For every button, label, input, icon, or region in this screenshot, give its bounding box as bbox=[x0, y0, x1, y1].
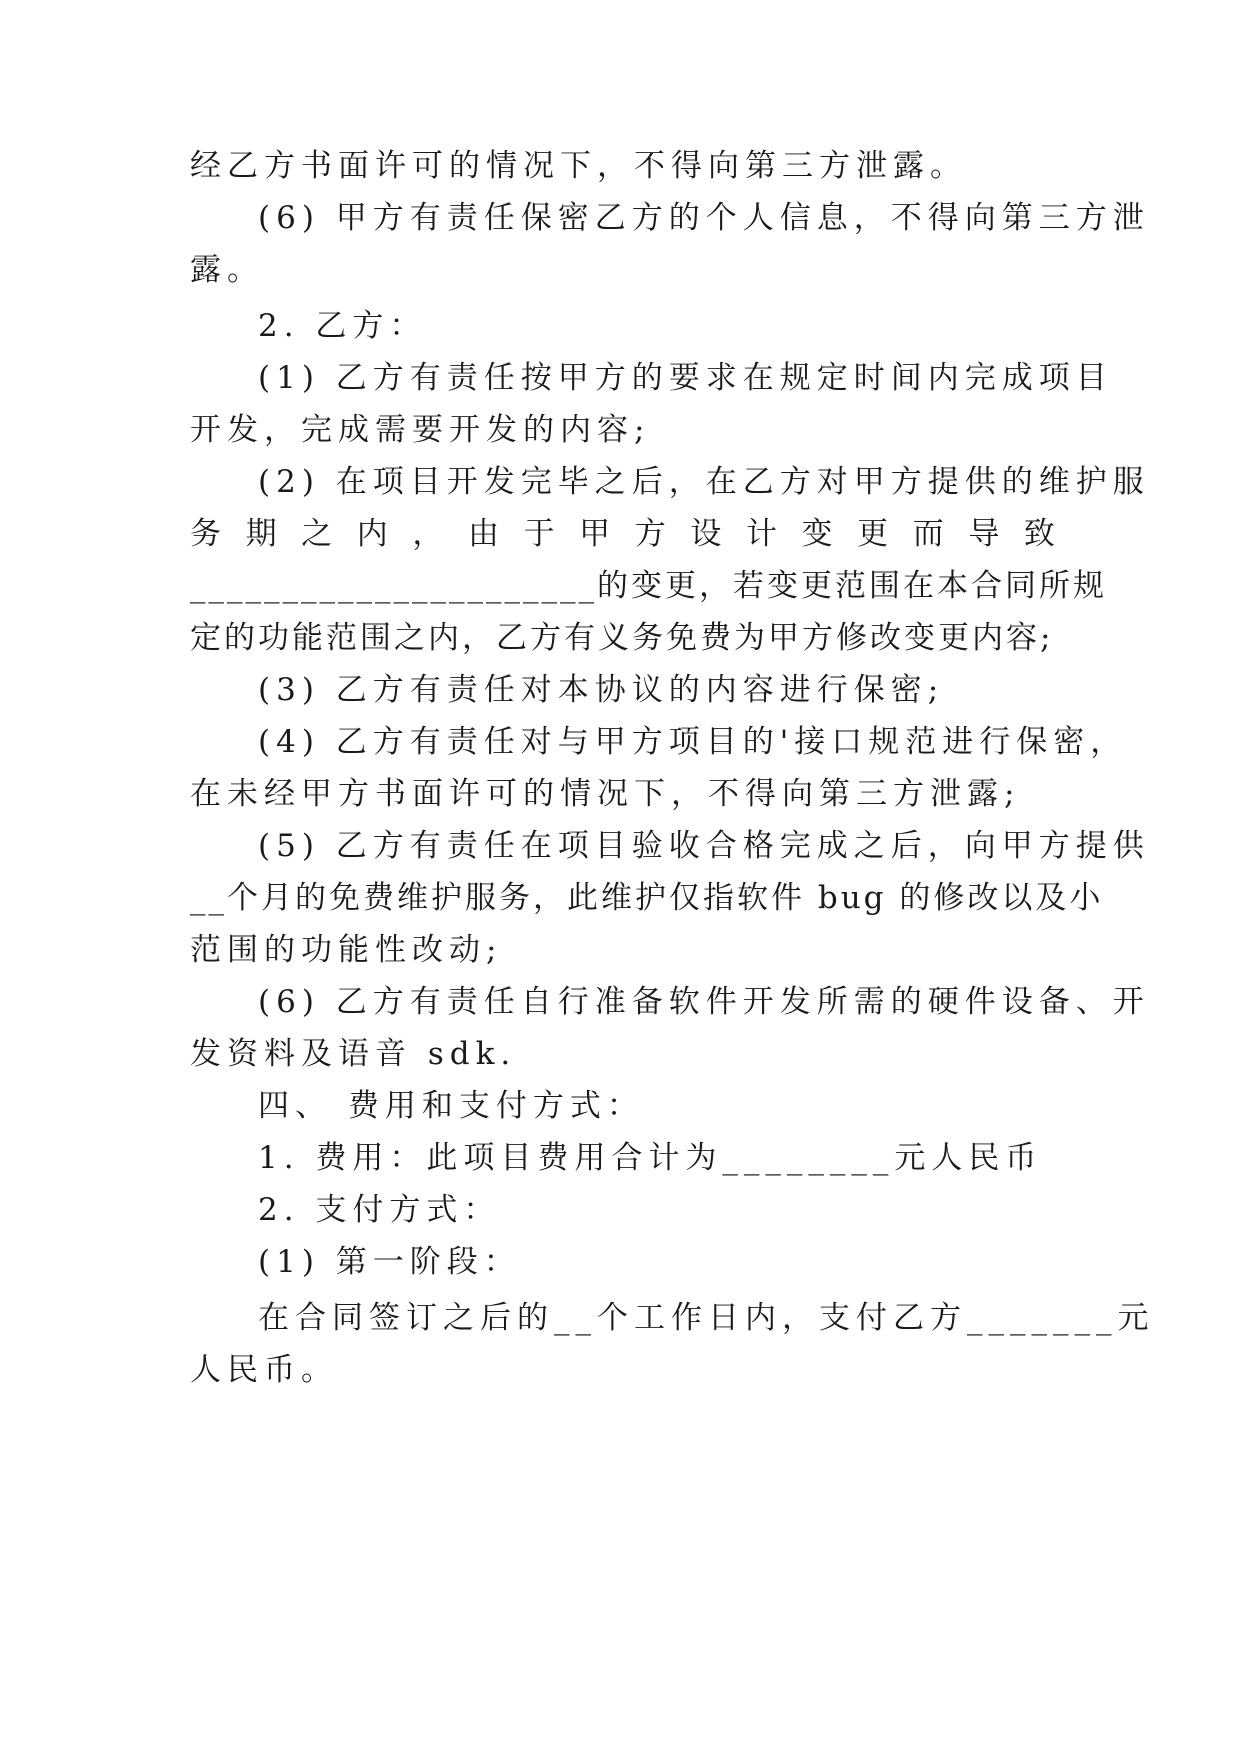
text-line: 人民币。 bbox=[190, 1352, 338, 1388]
text-line-justified bbox=[190, 505, 1055, 563]
justified-char: ， bbox=[412, 516, 444, 552]
justified-char: 计 bbox=[745, 516, 777, 552]
justified-char: 导 bbox=[968, 516, 1000, 552]
text-line: 开发，完成需要开发的内容; bbox=[190, 412, 651, 448]
text-line: 在合同签订之后的__个工作日内，支付乙方_______元 bbox=[258, 1300, 1155, 1336]
justified-char: 方 bbox=[634, 516, 666, 552]
text-line: 露。 bbox=[190, 252, 264, 288]
justified-char: 变 bbox=[801, 516, 833, 552]
text-line: (3) 乙方有责任对本协议的内容进行保密; bbox=[258, 672, 945, 708]
text-line: 2. 支付方式： bbox=[258, 1192, 501, 1228]
text-line: (1) 第一阶段： bbox=[258, 1244, 521, 1280]
text-line: 经乙方书面许可的情况下，不得向第三方泄露。 bbox=[190, 148, 967, 184]
justified-char: 务 bbox=[190, 516, 221, 552]
text-line: (6) 乙方有责任自行准备软件开发所需的硬件设备、开 bbox=[258, 984, 1150, 1020]
justified-char: 由 bbox=[467, 516, 499, 552]
text-line: (6) 甲方有责任保密乙方的个人信息，不得向第三方泄 bbox=[258, 200, 1150, 236]
text-line: 范围的功能性改动; bbox=[190, 932, 503, 968]
justified-char: 于 bbox=[523, 516, 555, 552]
text-line: (1) 乙方有责任按甲方的要求在规定时间内完成项目 bbox=[258, 360, 1113, 396]
text-line: 四、 费用和支付方式： bbox=[258, 1088, 644, 1124]
justified-char: 而 bbox=[912, 516, 944, 552]
justified-char: 期 bbox=[245, 516, 277, 552]
text-line: 发资料及语音 sdk. bbox=[190, 1036, 517, 1072]
text-line: 定的功能范围之内，乙方有义务免费为甲方修改变更内容; bbox=[190, 620, 1054, 656]
text-line: (4) 乙方有责任对与甲方项目的'接口规范进行保密， bbox=[258, 724, 1128, 760]
justified-char: 之 bbox=[301, 516, 333, 552]
text-line: (2) 在项目开发完毕之后，在乙方对甲方提供的维护服 bbox=[258, 464, 1150, 500]
text-line: 1. 费用：此项目费用合计为________元人民币 bbox=[258, 1140, 1043, 1176]
text-line: __个月的免费维护服务，此维护仅指软件 bug 的修改以及小 bbox=[190, 880, 1104, 916]
justified-char: 更 bbox=[857, 516, 889, 552]
justified-char: 致 bbox=[1023, 516, 1055, 552]
justified-char: 设 bbox=[690, 516, 722, 552]
text-line: ______________________的变更，若变更范围在本合同所规 bbox=[190, 568, 1107, 604]
justified-char: 内 bbox=[356, 516, 388, 552]
text-line: 2. 乙方： bbox=[258, 308, 427, 344]
justified-char: 甲 bbox=[579, 516, 611, 552]
text-line: (5) 乙方有责任在项目验收合格完成之后，向甲方提供 bbox=[258, 828, 1150, 864]
text-line: 在未经甲方书面许可的情况下，不得向第三方泄露; bbox=[190, 776, 1021, 812]
